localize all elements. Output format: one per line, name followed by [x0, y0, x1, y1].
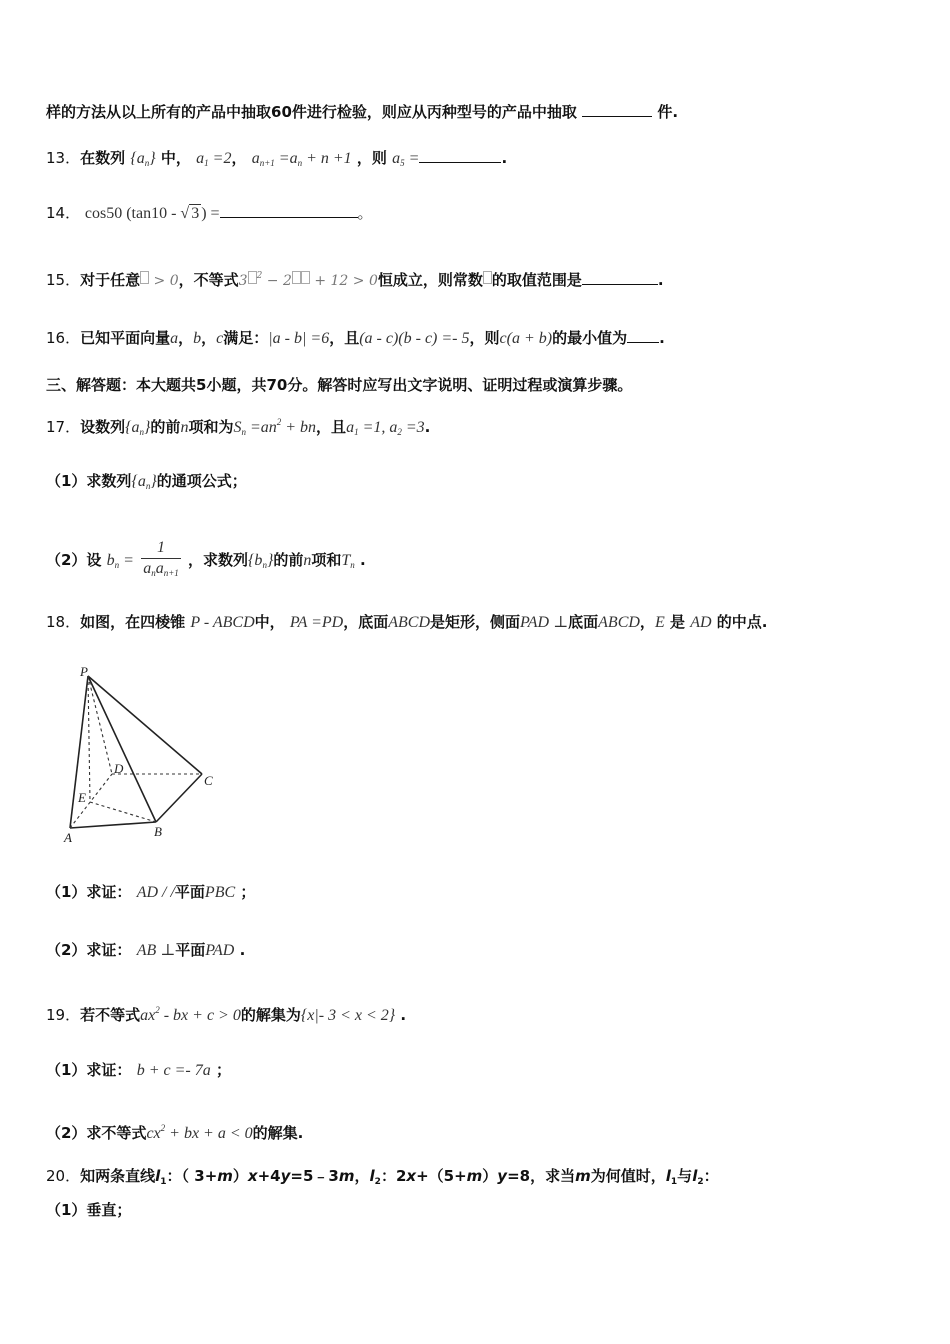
q16-text-2: 满足：	[223, 329, 269, 347]
question-17-part-2	[46, 538, 366, 583]
q16-norm: |a - b| =6	[268, 330, 330, 347]
q16-text: 已知平面向量	[80, 329, 171, 347]
q18-end: 的中点.	[716, 613, 768, 631]
q15-end: .	[657, 271, 664, 289]
q20-m: m	[466, 1167, 483, 1185]
part-end: ；	[240, 883, 256, 901]
q17-initial: $a_1 =1$, $a_2 =3$	[346, 419, 425, 437]
q20-t4: +4	[257, 1167, 281, 1185]
question-number: 14．	[46, 204, 81, 222]
vector-b: b	[193, 330, 202, 347]
q17-n: n	[180, 419, 189, 436]
q15-text-3: 恒成立，则常数	[377, 271, 483, 289]
q20-m: m	[338, 1167, 355, 1185]
q14-expression: cos50 (tan10 - √ 3 ) =	[84, 205, 220, 222]
q18-2-plane-word: 平面	[175, 941, 206, 959]
label-E: E	[78, 790, 86, 805]
question-19-part-1	[46, 1060, 231, 1081]
q16-dot: (a - c)(b - c) =- 5	[359, 330, 470, 347]
q17-text: 设数列	[80, 418, 126, 436]
q18-2-expr: AB ⊥	[136, 942, 176, 959]
answer-blank	[582, 270, 658, 285]
question-number: 20．	[46, 1167, 81, 1185]
q20-t6: ，	[354, 1167, 370, 1185]
part-label: （1）垂直；	[46, 1201, 132, 1219]
q17-2-bseq: $\{b_n\}$	[248, 552, 274, 570]
part-label: （2）求证：	[46, 941, 132, 959]
segment-EB	[90, 802, 156, 822]
part-label: （1）求证：	[46, 883, 132, 901]
label-P: P	[80, 664, 88, 679]
q17-2-text-2: 的前	[273, 551, 304, 569]
q17-sum: $S_n =an^2$ + bn	[233, 417, 317, 437]
edge-PD	[88, 676, 112, 774]
q20-l1: l	[665, 1167, 671, 1185]
q16-text-4: ，则	[469, 329, 500, 347]
q20-t10: =8，求当	[507, 1167, 576, 1185]
q16-text-3: ，且	[329, 329, 360, 347]
segment-PE	[88, 676, 90, 802]
q19-text: 若不等式	[80, 1006, 141, 1024]
q16-target: c(a + b)	[499, 330, 553, 347]
q20-y: y	[497, 1167, 508, 1185]
q20-t8: +（5+	[416, 1167, 467, 1185]
q20-l2: l	[692, 1167, 698, 1185]
part-label: （2）求不等式	[46, 1124, 147, 1142]
answer-blank	[220, 203, 358, 218]
q13-comma: ，	[231, 149, 247, 167]
part-end: 的通项公式；	[156, 472, 247, 490]
q17-2-n: n	[303, 552, 312, 569]
q20-m: m	[575, 1167, 591, 1185]
q13-a5: $a_5$ =	[392, 150, 420, 168]
q18-text-7: 是	[669, 613, 685, 631]
label-B: B	[154, 824, 162, 839]
q20-x: x	[247, 1167, 258, 1185]
q15-constant-box	[483, 271, 492, 284]
question-number: 19．	[46, 1006, 81, 1024]
continued-text: 样的方法从以上所有的产品中抽取60件进行检验，则应从丙种型号的产品中抽取	[46, 103, 577, 121]
q20-t12: 与	[677, 1167, 693, 1185]
question-13	[46, 148, 507, 173]
q18-ad: AD	[690, 614, 712, 631]
question-number: 16．	[46, 329, 81, 347]
q19-text-2: 的解集为	[240, 1006, 301, 1024]
question-17-part-1	[46, 471, 247, 496]
edge-AD	[70, 774, 112, 828]
q13-then: ，则	[356, 149, 387, 167]
q18-text: 如图，在四棱锥	[80, 613, 186, 631]
q18-base: ABCD	[388, 614, 431, 631]
vector-c: c	[216, 330, 224, 347]
section-heading	[46, 375, 632, 395]
q15-text-2: ，不等式	[178, 271, 239, 289]
question-number: 13．	[46, 149, 81, 167]
edge-AB	[70, 822, 156, 828]
q18-side: PAD ⊥	[520, 614, 569, 631]
label-C: C	[204, 773, 213, 788]
q17-1-sequence: $\{a_n\}$	[131, 473, 157, 491]
q19-inequality: $ax^2$ - bx + c > 0	[140, 1005, 241, 1024]
part-end: .	[239, 941, 246, 959]
q13-sequence: $\{a_n\}$	[130, 150, 156, 168]
q19-2-expr: $cx^2$ + bx + a < 0	[146, 1123, 253, 1142]
q18-1-plane-word: 平面	[174, 883, 205, 901]
q18-eq: PA =PD	[289, 614, 344, 631]
pyramid-figure	[58, 662, 228, 847]
q15-text-4: 的取值范围是	[491, 271, 582, 289]
q20-t3: ）	[232, 1167, 248, 1185]
q20-t9: ）	[482, 1167, 498, 1185]
edge-PB	[88, 676, 156, 822]
q15-text: 对于任意	[80, 271, 141, 289]
q17-sequence: $\{a_n\}$	[125, 419, 151, 437]
q20-t2: ：（ 3+	[166, 1167, 218, 1185]
q16-text-5: 的最小值为	[552, 329, 628, 347]
q20-t11: 为何值时，	[590, 1167, 666, 1185]
q20-t7: ：2	[380, 1167, 407, 1185]
question-number: 15．	[46, 271, 81, 289]
q15-inequality: 3 $^2$ − 2 + 12 > 0	[238, 271, 378, 289]
q17-end: .	[424, 418, 431, 436]
question-18-part-2	[46, 940, 245, 961]
label-A: A	[64, 830, 72, 845]
part-end: ；	[215, 1061, 231, 1079]
label-D: D	[114, 761, 124, 776]
q18-pyramid: P - ABCD	[190, 614, 255, 631]
q17-2-text: ，求数列	[188, 551, 249, 569]
q20-t5: =5﹣3	[290, 1167, 339, 1185]
q17-2-fraction: $\frac{1}{a_na_{n+1}}$	[143, 539, 179, 578]
q18-text-4: 是矩形，侧面	[430, 613, 521, 631]
q18-2-plane: PAD	[205, 942, 235, 959]
question-15	[46, 266, 664, 291]
q15-condition: > 0	[140, 273, 179, 289]
question-20-part-1	[46, 1200, 131, 1220]
q19-solution-set: {x|- 3 < x < 2}	[300, 1007, 396, 1024]
q13-text-2: 中，	[160, 149, 191, 167]
q20-m: m	[217, 1167, 233, 1185]
q18-1-plane: PBC	[204, 884, 236, 901]
section-3-title: 三、解答题：本大题共5小题，共70分。解答时应写出文字说明、证明过程或演算步骤。	[46, 376, 633, 394]
continued-question-line	[46, 102, 678, 122]
question-number: 18．	[46, 613, 81, 631]
q18-text-6: ，	[639, 613, 655, 631]
q14-end: 。	[357, 204, 373, 222]
question-18	[46, 612, 767, 633]
answer-blank	[419, 148, 501, 163]
q17-2-T: $T_n$	[341, 552, 355, 570]
part-label: （1）求数列	[46, 472, 132, 490]
q18-1-expr: AD / /	[136, 884, 175, 901]
vector-a: a	[170, 330, 179, 347]
q19-1-expr: b + c =- 7a	[136, 1062, 211, 1079]
question-19	[46, 1000, 406, 1026]
q20-l2: l	[369, 1167, 375, 1185]
q18-e: E	[654, 614, 665, 631]
part-label: （1）求证：	[46, 1061, 132, 1079]
q18-base-2: ABCD	[598, 614, 640, 631]
q18-text-3: ，底面	[343, 613, 389, 631]
q17-text-4: ，且	[316, 418, 347, 436]
q20-x: x	[406, 1167, 417, 1185]
q17-text-3: 项和为	[188, 418, 234, 436]
q20-end: ：	[703, 1167, 719, 1185]
question-20: 20．知两条直线$l_1$：（ 3+m）x+4y=5﹣3m，$l_2$：2x+（5+m）y=8，求当m为何值时，$l_1$与$l_2$：	[46, 1167, 719, 1187]
question-17	[46, 412, 430, 442]
q13-text: 在数列	[80, 149, 126, 167]
question-19-part-2	[46, 1118, 303, 1144]
part-end: .	[360, 551, 366, 569]
question-18-part-1	[46, 882, 255, 903]
q13-a1: $a_1 =2$	[196, 150, 232, 168]
q20-text: 知两条直线	[80, 1167, 156, 1185]
edge-PA	[70, 676, 88, 828]
part-label: （2）设	[46, 551, 102, 569]
edge-BC	[156, 774, 202, 822]
q13-recurrence: $a_{n+1} =a_n + n +1$	[251, 150, 352, 168]
edge-PC	[88, 676, 202, 774]
q16-end: .	[659, 329, 665, 347]
answer-blank	[582, 102, 652, 117]
q20-y: y	[280, 1167, 291, 1185]
q19-end: .	[400, 1006, 407, 1024]
continued-end: 件.	[657, 103, 679, 121]
q18-text-5: 底面	[568, 613, 599, 631]
q20-l1: l	[155, 1167, 161, 1185]
q17-2-b: $b_n$ =	[106, 552, 134, 570]
question-number: 17．	[46, 418, 81, 436]
q17-2-text-3: 项和	[311, 551, 342, 569]
q18-text-2: 中，	[254, 613, 285, 631]
part-end: 的解集.	[252, 1124, 304, 1142]
answer-blank	[627, 328, 659, 343]
question-14	[46, 203, 373, 224]
question-16: 16．已知平面向量a，b，c满足：|a - b| =6，且(a - c)(b - c) =- 5，则c(a + b)的最小值为 .	[46, 329, 665, 347]
q13-end: .	[501, 149, 508, 167]
q17-text-2: 的前	[150, 418, 181, 436]
